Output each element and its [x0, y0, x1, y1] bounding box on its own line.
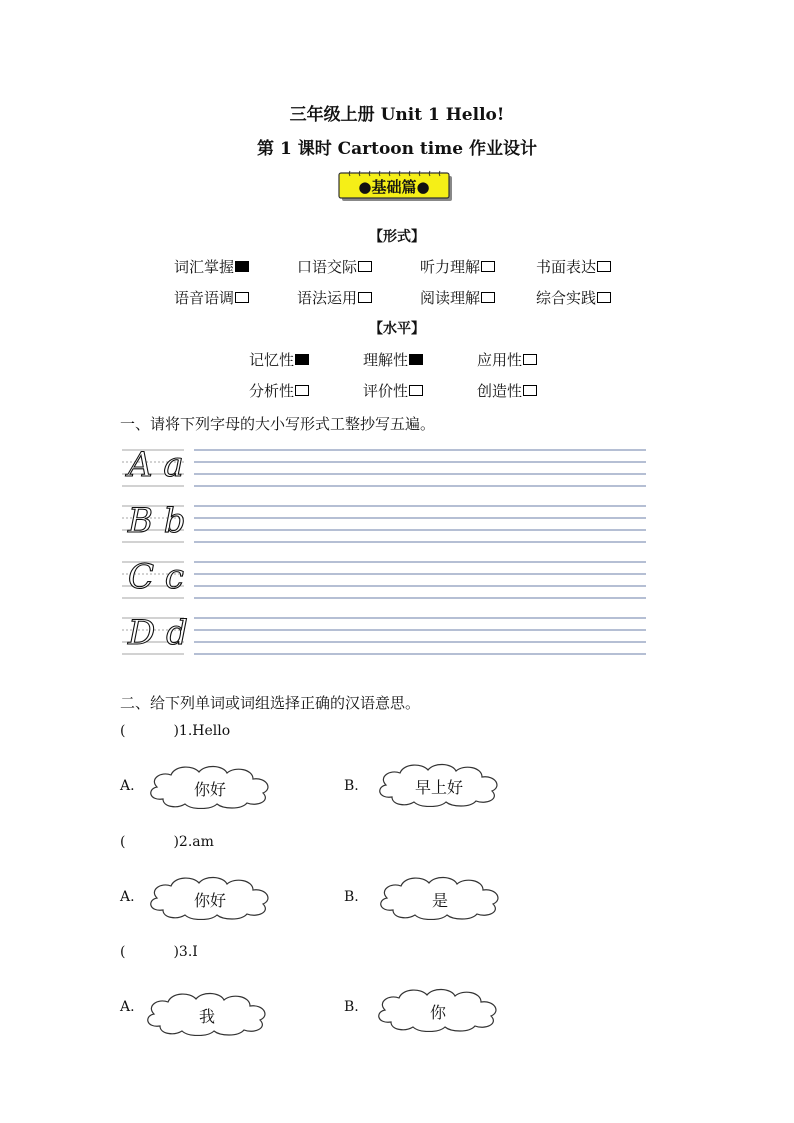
form-item-label: 听力理解: [420, 258, 481, 276]
checkbox-empty-icon[interactable]: [358, 261, 372, 272]
answer-paren-open: (: [120, 723, 126, 739]
level-heading: 【水平】: [369, 321, 425, 337]
letter-sample-d: D d: [128, 613, 188, 653]
checkbox-filled-icon[interactable]: [235, 261, 249, 272]
form-heading: 【形式】: [369, 229, 425, 245]
checkbox-empty-icon[interactable]: [597, 292, 611, 303]
level-item-evaluation[interactable]: [363, 380, 423, 401]
answer-paren-open: (: [120, 834, 126, 850]
document-subtitle: 第 1 课时 Cartoon time 作业设计: [257, 139, 537, 159]
form-item-listening[interactable]: [420, 256, 495, 277]
question-1: [120, 723, 230, 739]
level-item-label: 应用性: [477, 351, 523, 369]
form-item-label: 书面表达: [536, 258, 597, 276]
question-text: )3.I: [173, 944, 198, 960]
form-item-label: 口语交际: [297, 258, 358, 276]
document-title: 三年级上册 Unit 1 Hello!: [289, 105, 505, 125]
form-item-vocab[interactable]: [174, 256, 249, 277]
checkbox-empty-icon[interactable]: [523, 385, 537, 396]
part2-instruction: 二、给下列单词或词组选择正确的汉语意思。: [120, 694, 421, 712]
form-item-speaking[interactable]: [297, 256, 372, 277]
checkbox-empty-icon[interactable]: [295, 385, 309, 396]
checkbox-empty-icon[interactable]: [235, 292, 249, 303]
level-item-label: 理解性: [363, 351, 409, 369]
option-b-text: 是: [431, 891, 448, 910]
question-text: )1.Hello: [173, 723, 231, 739]
checkbox-filled-icon[interactable]: [409, 354, 423, 365]
option-a-text: 你好: [193, 891, 226, 910]
answer-paren-open: (: [120, 944, 126, 960]
option-label-b: B.: [344, 889, 359, 905]
option-a-text: 你好: [193, 780, 226, 799]
checkbox-empty-icon[interactable]: [481, 261, 495, 272]
option-label-a: A.: [120, 889, 135, 905]
option-label-b: B.: [344, 778, 359, 794]
form-item-writing[interactable]: [536, 256, 611, 277]
letter-sample-a: A a: [128, 445, 184, 485]
level-item-label: 评价性: [363, 382, 409, 400]
checkbox-empty-icon[interactable]: [481, 292, 495, 303]
form-item-practice[interactable]: [536, 287, 611, 308]
level-item-label: 分析性: [249, 382, 295, 400]
option-label-a: A.: [120, 778, 135, 794]
level-item-application[interactable]: [477, 349, 537, 370]
checkbox-empty-icon[interactable]: [523, 354, 537, 365]
letter-sample-b: B b: [128, 501, 186, 541]
handwriting-practice-grid[interactable]: [118, 444, 650, 666]
question-text: )2.am: [173, 834, 214, 850]
form-item-label: 综合实践: [536, 289, 597, 307]
question-3: [120, 944, 198, 960]
option-label-b: B.: [344, 999, 359, 1015]
badge-label: ●基础篇●: [358, 178, 430, 196]
form-item-grammar[interactable]: [297, 287, 372, 308]
option-label-a: A.: [120, 999, 135, 1015]
checkbox-empty-icon[interactable]: [358, 292, 372, 303]
level-item-memory[interactable]: [249, 349, 309, 370]
checkbox-empty-icon[interactable]: [409, 385, 423, 396]
checkbox-filled-icon[interactable]: [295, 354, 309, 365]
letter-sample-c: C c: [128, 557, 184, 597]
form-item-phonetics[interactable]: [174, 287, 249, 308]
level-item-label: 记忆性: [249, 351, 295, 369]
checkbox-empty-icon[interactable]: [597, 261, 611, 272]
form-item-label: 语音语调: [174, 289, 235, 307]
level-item-understanding[interactable]: [363, 349, 423, 370]
option-b-text: 你: [429, 1003, 446, 1022]
option-b-text: 早上好: [414, 778, 463, 797]
part1-instruction: 一、请将下列字母的大小写形式工整抄写五遍。: [120, 415, 436, 433]
question-2: [120, 834, 214, 850]
level-item-analysis[interactable]: [249, 380, 309, 401]
form-item-label: 语法运用: [297, 289, 358, 307]
form-item-reading[interactable]: [420, 287, 495, 308]
level-item-creativity[interactable]: [477, 380, 537, 401]
option-a-text: 我: [198, 1007, 215, 1026]
form-item-label: 词汇掌握: [174, 258, 235, 276]
level-item-label: 创造性: [477, 382, 523, 400]
form-item-label: 阅读理解: [420, 289, 481, 307]
